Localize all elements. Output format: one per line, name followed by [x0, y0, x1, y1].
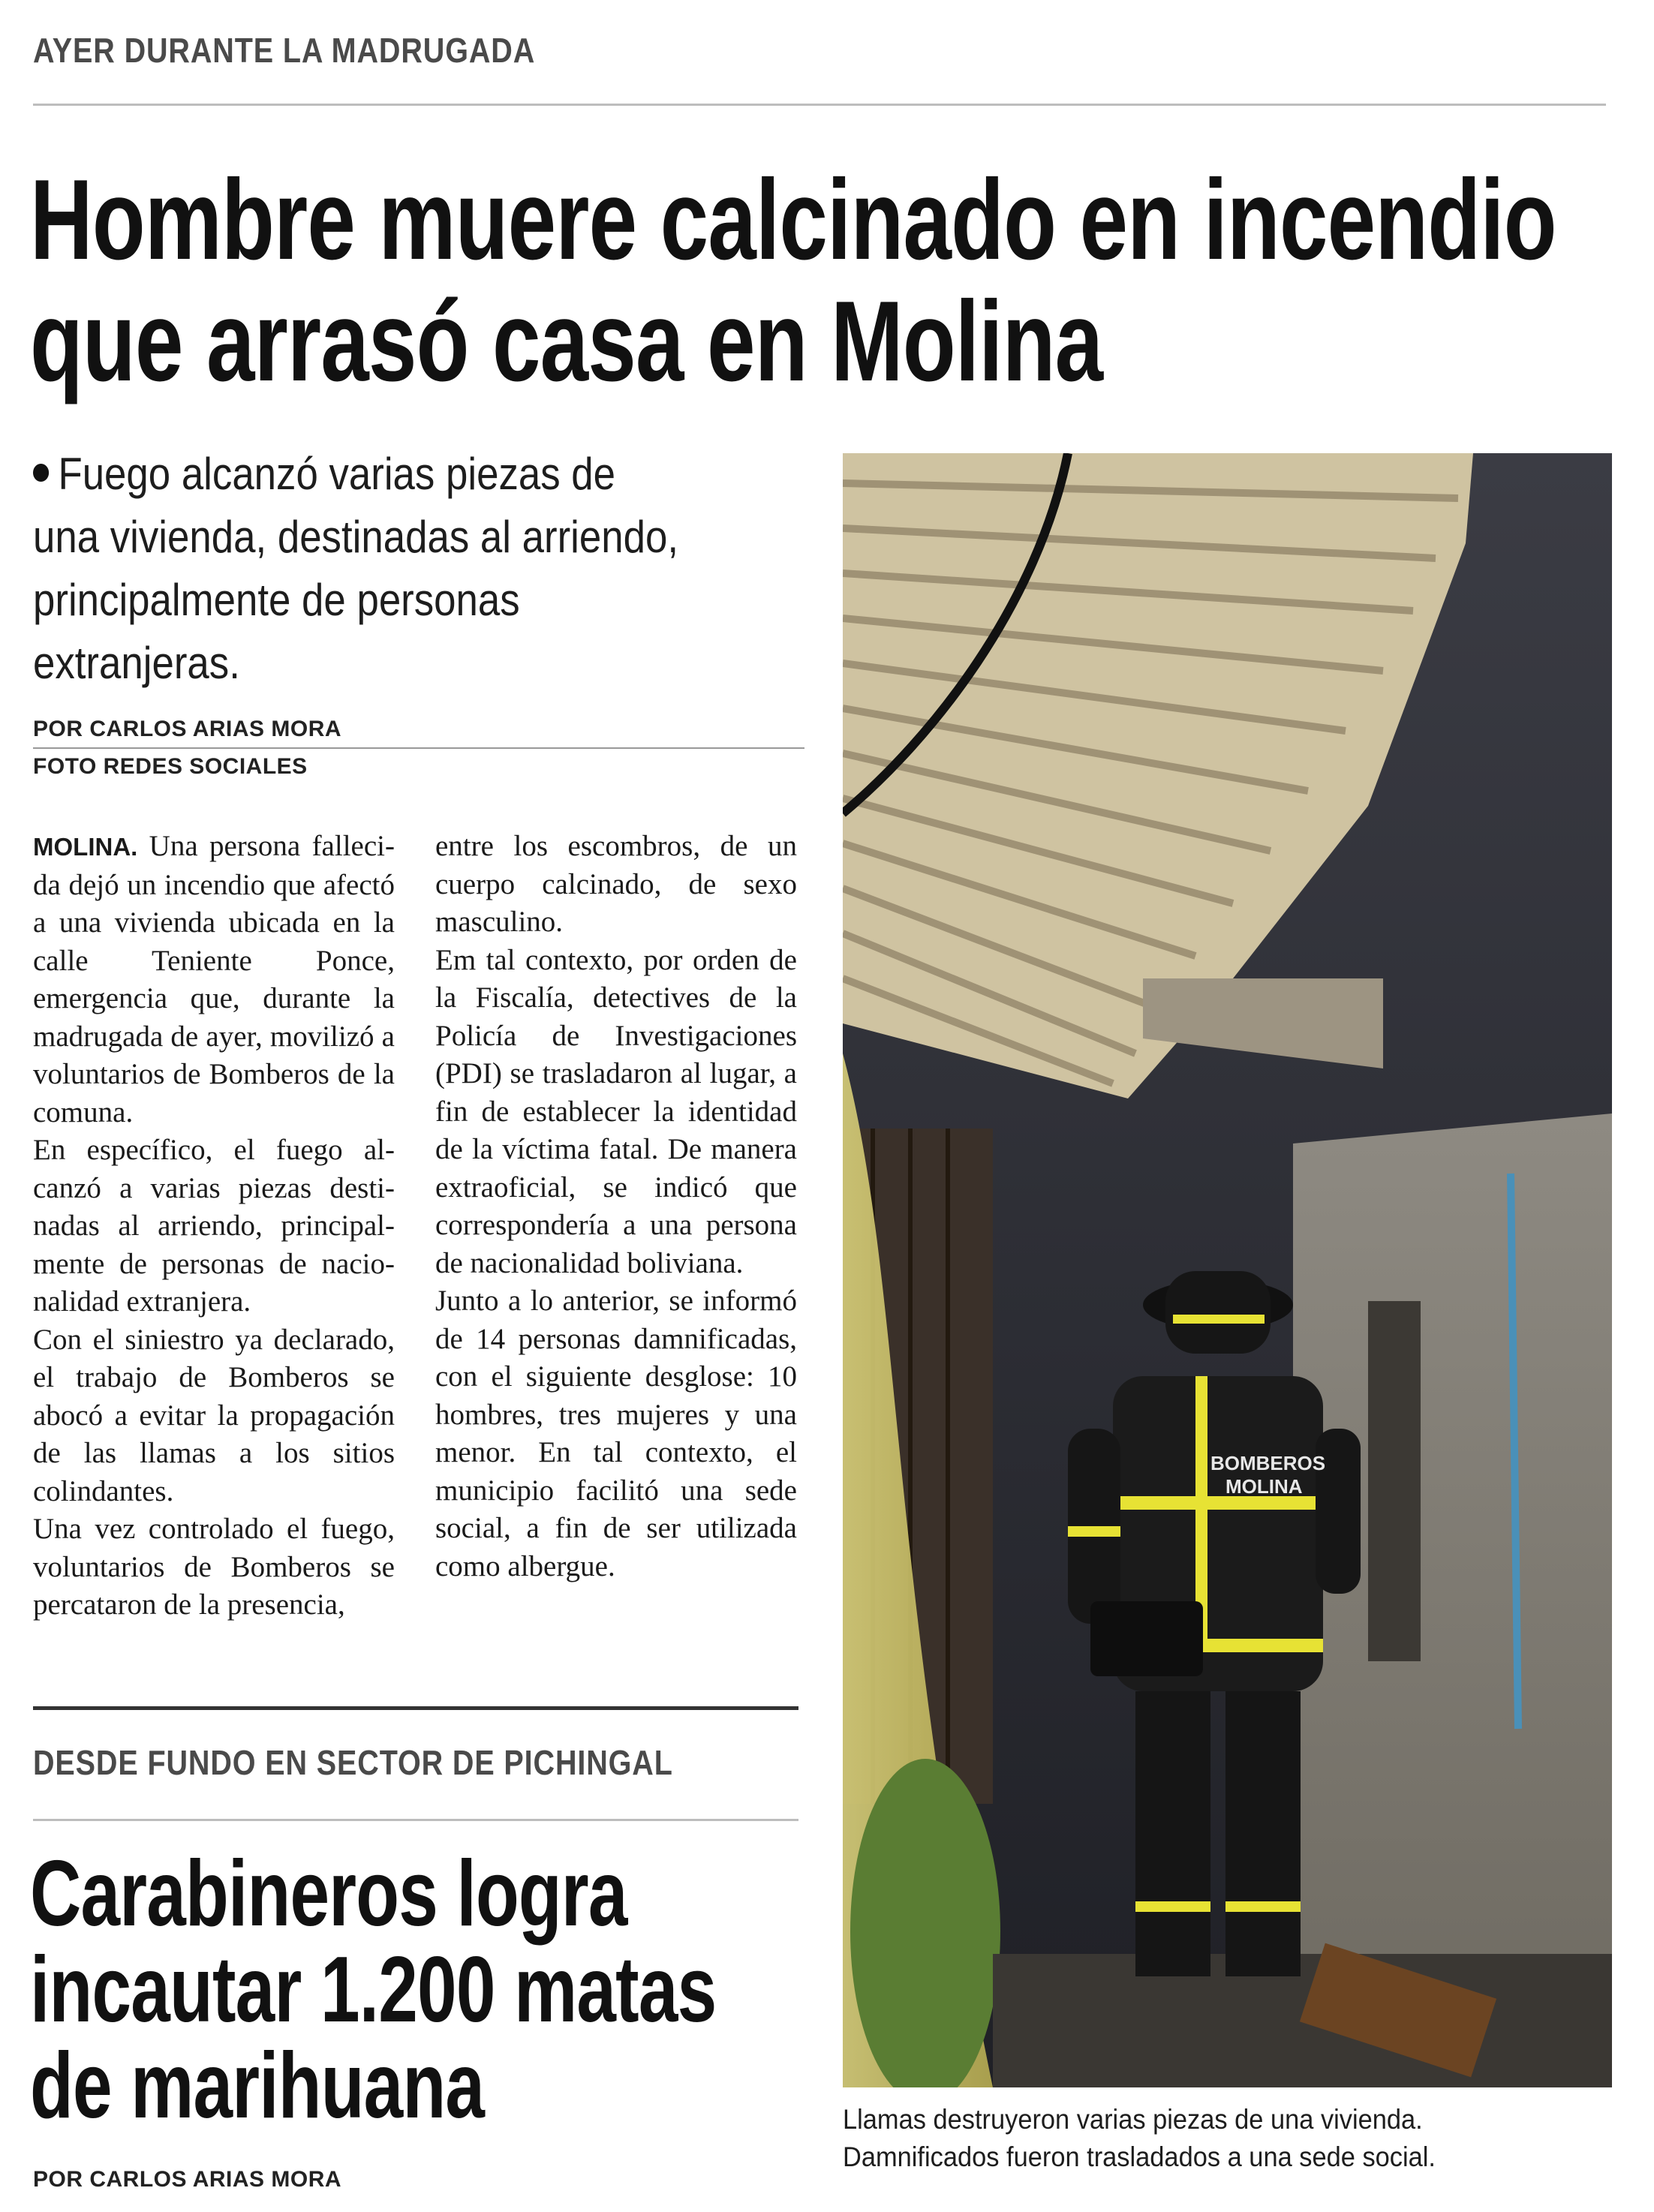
lede	[33, 443, 678, 695]
headline-line-1: Hombre muere calcinado en incendio	[30, 156, 1556, 284]
headline-2-line-2: incautar 1.200 matas	[30, 1938, 717, 2042]
photo-credit: FOTO REDES SOCIALES	[33, 754, 308, 779]
byline-divider	[33, 747, 804, 749]
paragraph: MOLINA. Una persona fallecida dejó un incendio que afectó a una vivienda ubicada en la calle Teniente Ponce, emergencia que, durante la madrugada de ayer, movilizó a voluntarios de Bomberos de la comuna.	[33, 830, 395, 1129]
headline-2-line-1: Carabineros logra	[30, 1842, 627, 1946]
paragraph: Una vez controlado el fuego, voluntarios de Bomberos se percataron de la presencia,	[33, 1513, 395, 1621]
kicker: AYER DURANTE LA MADRUGADA	[33, 31, 536, 70]
paragraph: En específico, el fuego alcanzó a varias piezas destinadas al arriendo, principalmente de personas de nacionalidad extranjera.	[33, 1134, 395, 1318]
paragraph: Em tal contexto, por orden de la Fiscalía, detectives de la Policía de Investigaciones (PDI) se trasladaron al lugar, a fin de establecer la identidad de la víctima fatal. De manera extraoficial, se indicó que correspondería a una persona de nacionalidad boliviana.	[435, 943, 797, 1279]
paragraph: Junto a lo anterior, se informó de 14 personas damnificadas, con el siguiente desglose: 10 hombres, tres mujeres y una menor. En tal contexto, el municipio facilitó una sede social, a fin de ser utilizada como albergue.	[435, 1285, 797, 1582]
vest-text-1: BOMBEROS	[1210, 1452, 1326, 1474]
caption-line-2: Damnificados fueron trasladados a una sede social.	[843, 2141, 1436, 2172]
body-column-2	[435, 828, 797, 1585]
section-divider	[33, 1706, 798, 1710]
dateline: MOLINA.	[33, 833, 138, 861]
body-column-1	[33, 828, 395, 1624]
byline-2: POR CARLOS ARIAS MORA	[33, 2167, 342, 2192]
kicker-2: DESDE FUNDO EN SECTOR DE PICHINGAL	[33, 1743, 673, 1782]
lede-line-2: una vivienda, destinadas al arriendo,	[33, 512, 679, 562]
headline-2	[30, 1842, 717, 2138]
headline	[30, 156, 1556, 405]
headline-2-line-3: de marihuana	[30, 2034, 485, 2138]
fire-photo	[843, 453, 1612, 2087]
headline-line-2: que arrasó casa en Molina	[30, 278, 1103, 405]
caption-line-1: Llamas destruyeron varias piezas de una vivienda.	[843, 2104, 1423, 2135]
photo-illustration	[843, 453, 1612, 2087]
vest-text-2: MOLINA	[1225, 1475, 1303, 1498]
bullet-icon	[33, 464, 49, 482]
paragraph: entre los escombros, de un cuerpo calcinado, de sexo masculino.	[435, 830, 797, 938]
kicker-2-divider	[33, 1819, 798, 1821]
kicker-divider	[33, 104, 1606, 106]
lede-line-3: principalmente de personas	[33, 575, 520, 625]
paragraph: Con el siniestro ya declarado, el trabajo de Bomberos se abocó a evitar la propagación de las llamas a los sitios colindantes.	[33, 1323, 395, 1507]
photo-caption	[843, 2101, 1436, 2176]
lede-line-4: extranjeras.	[33, 638, 240, 688]
lede-line-1: Fuego alcanzó varias piezas de	[58, 449, 616, 499]
byline: POR CARLOS ARIAS MORA	[33, 717, 342, 741]
